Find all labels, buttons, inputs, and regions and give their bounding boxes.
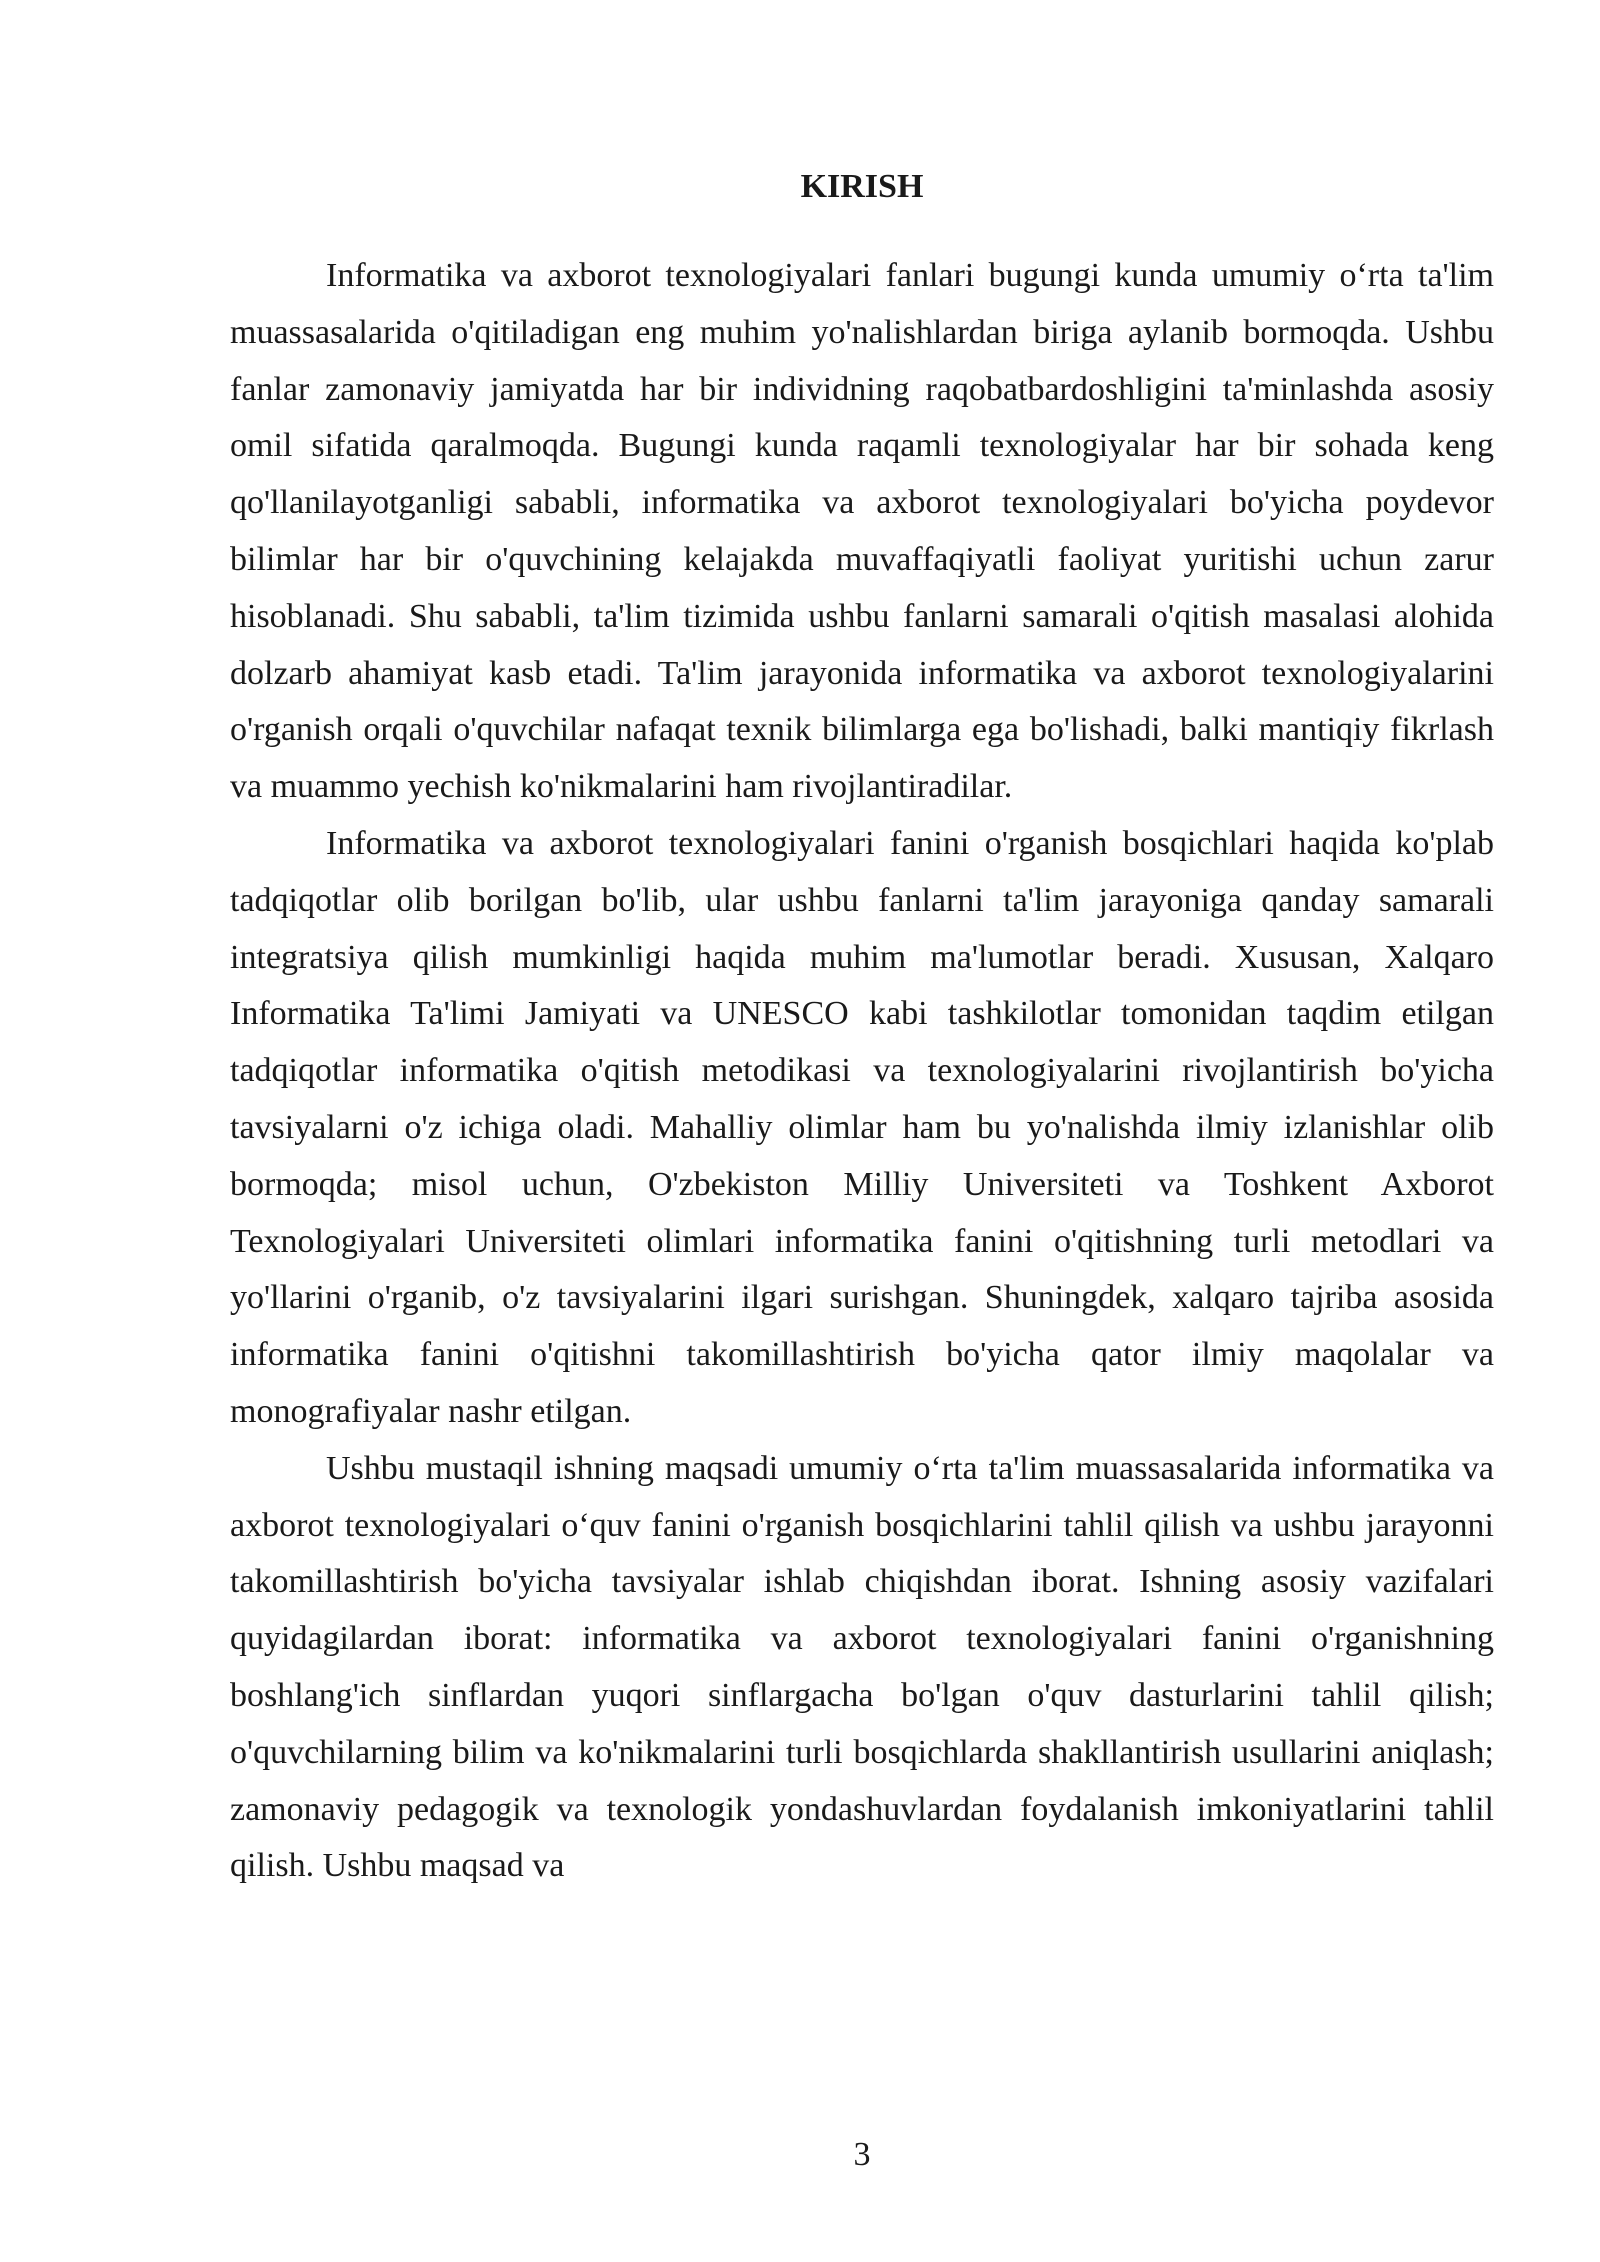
paragraph-2: Informatika va axborot texnologiyalari fanini o'rganish bosqichlari haqida ko'plab tadqiqotlar olib borilgan bo'lib, ular ushbu fanlarni ta'lim jarayoniga qanday samarali integratsiya qilish mumkinligi haqida muhim ma'lumotlar beradi. Xususan, Xalqaro Informatika Ta'limi Jamiyati va UNESCO kabi tashkilotlar tomonidan taqdim etilgan tadqiqotlar informatika o'qitish metodikasi va texnologiyalarini rivojlantirish bo'yicha tavsiyalarni o'z ichiga oladi. Mahalliy olimlar ham bu yo'nalishda ilmiy izlanishlar olib bormoqda; misol uchun, O'zbekiston Milliy Universiteti va Toshkent Axborot Texnologiyalari Universiteti olimlari informatika fanini o'qitishning turli metodlari va yo'llarini o'rganib, o'z tavsiyalarini ilgari surishgan. Shuningdek, xalqaro tajriba asosida informatika fanini o'qitishni takomillashtirish bo'yicha qator ilmiy maqolalar va monografiyalar nashr etilgan. <box>230 824 1494 1430</box>
page-number: 3 <box>853 2136 871 2173</box>
paragraph-3: Ushbu mustaqil ishning maqsadi umumiy o‘rta ta'lim muassasalarida informatika va axborot texnologiyalari o‘quv fanini o'rganish bosqichlarini tahlil qilish va ushbu jarayonni takomillashtirish bo'yicha tavsiyalar ishlab chiqishdan iborat. Ishning asosiy vazifalari quyidagilardan iborat: informatika va axborot texnologiyalari fanini o'rganishning boshlang'ich sinflardan yuqori sinflargacha bo'lgan o'quv dasturlarini tahlil qilish; o'quvchilarning bilim va ko'nikmalarini turli bosqichlarda shakllantirish usullarini aniqlash; zamonaviy pedagogik va texnologik yondashuvlardan foydalanish imkoniyatlarini tahlil qilish. Ushbu maqsad va <box>230 1449 1494 1885</box>
body-text <box>230 248 1494 1895</box>
paragraph-1: Informatika va axborot texnologiyalari fanlari bugungi kunda umumiy o‘rta ta'lim muassasalarida o'qitiladigan eng muhim yo'nalishlardan biriga aylanib bormoqda. Ushbu fanlar zamonaviy jamiyatda har bir individning raqobatbardoshligini ta'minlashda asosiy omil sifatida qaralmoqda. Bugungi kunda raqamli texnologiyalar har bir sohada keng qo'llanilayotganligi sababli, informatika va axborot texnologiyalari bo'yicha poydevor bilimlar har bir o'quvchining kelajakda muvaffaqiyatli faoliyat yuritishi uchun zarur hisoblanadi. Shu sababli, ta'lim tizimida ushbu fanlarni samarali o'qitish masalasi alohida dolzarb ahamiyat kasb etadi. Ta'lim jarayonida informatika va axborot texnologiyalarini o'rganish orqali o'quvchilar nafaqat texnik bilimlarga ega bo'lishadi, balki mantiqiy fikrlash va muammo yechish ko'nikmalarini ham rivojlantiradilar. <box>230 257 1494 806</box>
page-title: KIRISH <box>800 168 924 205</box>
document-page <box>230 0 1494 2262</box>
